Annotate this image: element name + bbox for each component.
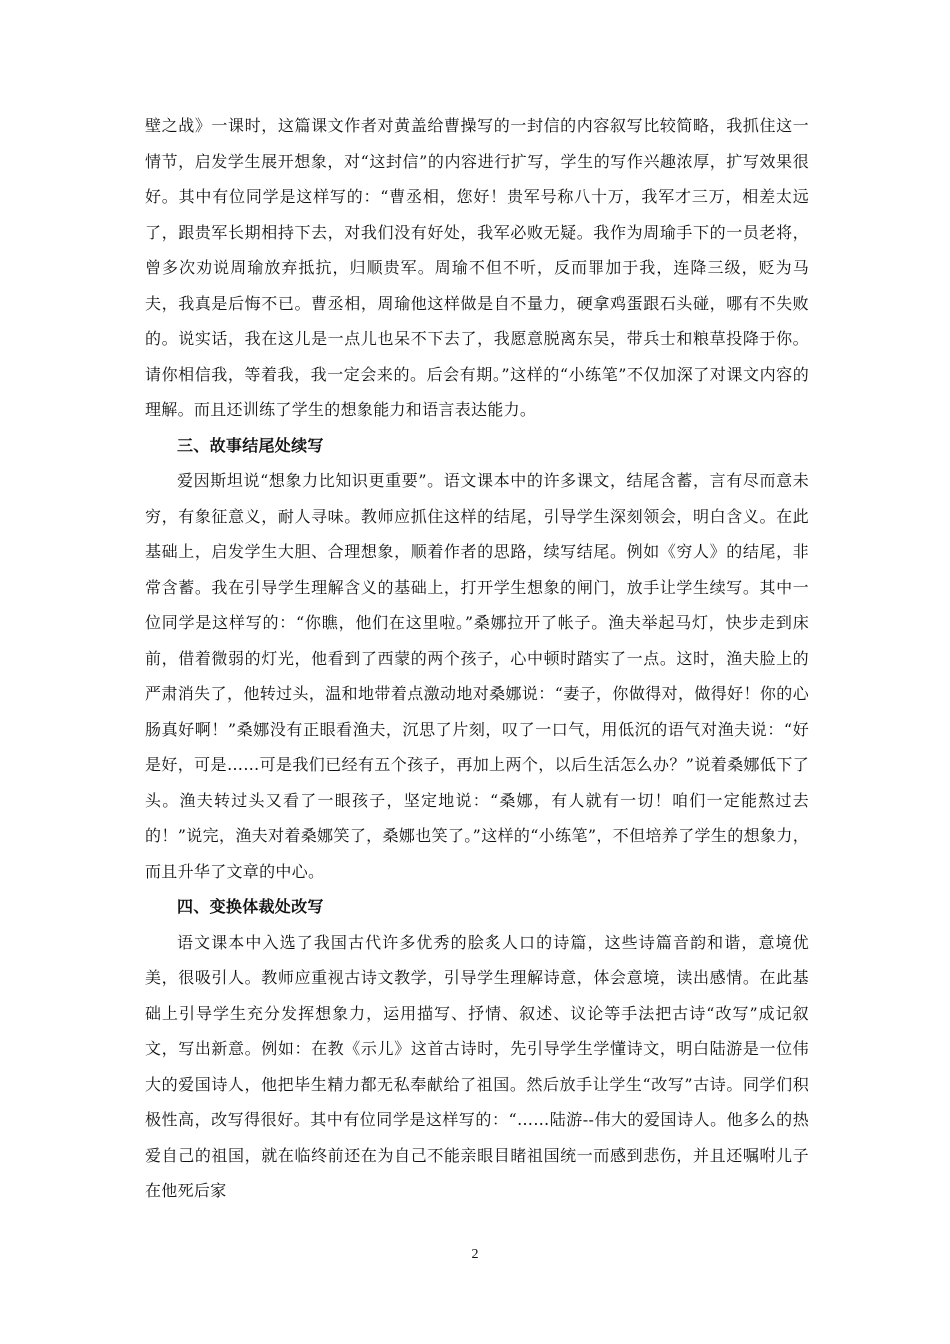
paragraph-letter-expansion: 壁之战》一课时，这篇课文作者对黄盖给曹操写的一封信的内容叙写比较简略，我抓住这一情节，启发学生展开想象，对“这封信”的内容进行扩写，学生的写作兴趣浓厚，扩写效果很好。其中有位同学是这样写的：“曹丞相，您好！贵军号称八十万，我军才三万，相差太远了，跟贵军长期相持下去，对我们没有好处，我军必败无疑。我作为周瑜手下的一员老将，曾多次劝说周瑜放弃抵抗，归顺贵军。周瑜不但不听，反而罪加于我，连降三级，贬为马夫，我真是后悔不已。曹丞相，周瑜他这样做是自不量力，硬拿鸡蛋跟石头碰，哪有不失败的。说实话，我在这儿是一点儿也呆不下去了，我愿意脱离东吴，带兵士和粮草投降于你。请你相信我，等着我，我一定会来的。后会有期。”这样的“小练笔”不仅加深了对课文内容的理解。而且还训练了学生的想象能力和语言表达能力。 [145, 116, 809, 419]
section-heading-4: 四、变换体裁处改写 [177, 897, 324, 916]
section-heading-3: 三、故事结尾处续写 [177, 435, 324, 455]
paragraph-story-ending: 爱因斯坦说“想象力比知识更重要”。语文课本中的许多课文，结尾含蓄，言有尽而意未穷，有象征意义，耐人寻味。教师应抓住这样的结尾，引导学生深刻领会，明白含义。在此基础上，启发学生大胆、合理想象，顺着作者的思路，续写结尾。例如《穷人》的结尾，非常含蓄。我在引导学生理解含义的基础上，打开学生想象的闸门，放手让学生续写。其中一位同学是这样写的：“你瞧，他们在这里啦。”桑娜拉开了帐子。渔夫举起马灯，快步走到床前，借着微弱的灯光，他看到了西蒙的两个孩子，心中顿时踏实了一点。这时，渔夫脸上的严肃消失了，他转过头，温和地带着点激动地对桑娜说：“妻子，你做得对，做得好！你的心肠真好啊！”桑娜没有正眼看渔夫，沉思了片刻，叹了一口气，用低沉的语气对渔夫说：“好是好，可是……可是我们已经有五个孩子，再加上两个，以后生活怎么办？”说着桑娜低下了头。渔夫转过头又看了一眼孩子，坚定地说：“桑娜，有人就有一切！咱们一定能熬过去的！”说完，渔夫对着桑娜笑了，桑娜也笑了。”这样的“小练笔”，不但培养了学生的想象力，而且升华了文章的中心。 [145, 471, 809, 881]
page-number: 2 [471, 1247, 479, 1262]
paragraph-genre-rewrite: 语文课本中入选了我国古代许多优秀的脍炙人口的诗篇，这些诗篇音韵和谐，意境优美，很吸引人。教师应重视古诗文教学，引导学生理解诗意，体会意境，读出感情。在此基础上引导学生充分发挥想象力，运用描写、抒情、叙述、议论等手法把古诗“改写”成记叙文，写出新意。例如：在教《示儿》这首古诗时，先引导学生学懂诗文，明白陆游是一位伟大的爱国诗人，他把毕生精力都无私奉献给了祖国。然后放手让学生“改写”古诗。同学们积极性高，改写得很好。其中有位同学是这样写的：“……陆游--伟大的爱国诗人。他多么的热爱自己的祖国，就在临终前还在为自己不能亲眼目睹祖国统一而感到悲伤，并且还嘱咐儿子在他死后家 [145, 932, 809, 1200]
document-body [145, 108, 809, 1209]
